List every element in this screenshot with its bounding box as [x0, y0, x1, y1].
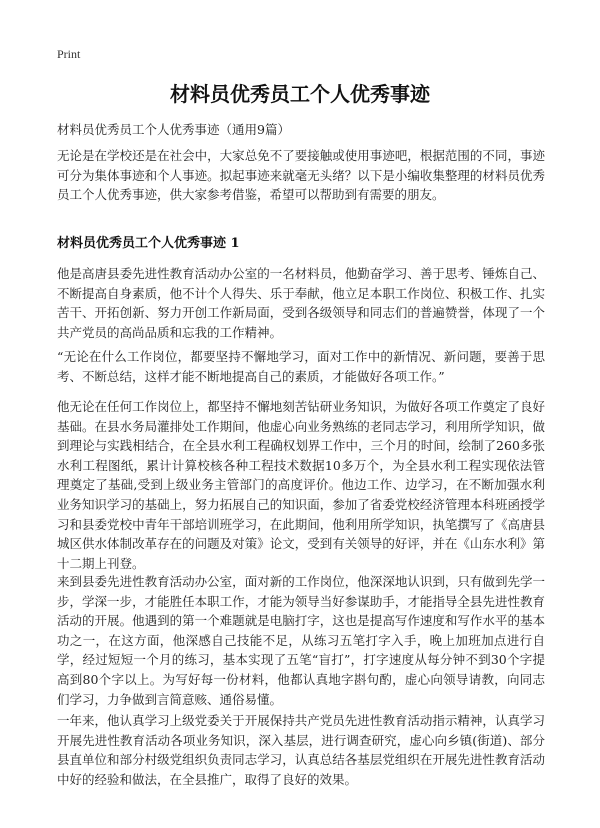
body-paragraph-5: 一年来，他认真学习上级党委关于开展保持共产党员先进性教育活动指示精神，认真学习开展先进性教育活动各项业务知识，深入基层，进行调查研究，虚心向乡镇(街道)、部分县直单位和部分村级党组织负责同志学习，认真总结各基层党组织在开展先进性教育活动中好的经验和做法，在全县推广，取得了良好的效果。 — [57, 713, 545, 787]
body-paragraph-1: 他是高唐县委先进性教育活动办公室的一名材料员，他勤奋学习、善于思考、锤炼自己、不断提高自身素质，他不计个人得失、乐于奉献，他立足本职工作岗位、积极工作、扎实苦干、开拓创新、努力开创工作新局面，受到各级领导和同志们的普遍赞誉，体现了一个共产党员的高尚品质和忘我的工作精神。 — [57, 266, 545, 340]
body-paragraph-3: 他无论在任何工作岗位上，都坚持不懈地刻苦钻研业务知识，为做好各项工作奠定了良好基础。在县水务局灌排处工作期间，他虚心向业务熟练的老同志学习，利用所学知识，做到理论与实践相结合，在全县水利工程确权划界工作中，三个月的时间，绘制了260多张水利工程图纸，累计计算校核各种工程技术数据10多万个，为全县水利工程实现依法管理奠定了基础,受到上级业务主管部门的高度评价。他边工作、边学习，在不断加强水利业务知识学习的基础上，努力拓展自己的知识面，参加了省委党校经济管理本科班函授学习和县委党校中青年干部培训班学习，在此期间，他利用所学知识，执笔撰写了《高唐县城区供水体制改革存在的问题及对策》论文，受到有关领导的好评，并在《山东水利》第十二期上刊登。 — [57, 399, 545, 571]
section-heading: 材料员优秀员工个人优秀事迹 1 — [57, 236, 240, 251]
print-link[interactable]: Print — [57, 47, 81, 61]
body-paragraph-2: “无论在什么工作岗位，都要坚持不懈地学习，面对工作中的新情况、新问题，要善于思考、不断总结，这样才能不断地提高自己的素质，才能做好各项工作。” — [57, 349, 545, 384]
intro-paragraph: 无论是在学校还是在社会中，大家总免不了要接触或使用事迹吧，根据范围的不同，事迹可分为集体事迹和个人事迹。拟起事迹来就毫无头绪？以下是小编收集整理的材料员优秀员工个人优秀事迹，供大家参考借鉴，希望可以帮助到有需要的朋友。 — [57, 148, 545, 203]
document-subtitle: 材料员优秀员工个人优秀事迹（通用9篇） — [57, 122, 290, 137]
page-title: 材料员优秀员工个人优秀事迹 — [170, 82, 430, 106]
body-paragraph-4: 来到县委先进性教育活动办公室，面对新的工作岗位，他深深地认识到，只有做到先学一步，学深一步，才能胜任本职工作，才能为领导当好参谋助手，才能指导全县先进性教育活动的开展。他遇到的第一个难题就是电脑打字，这也是提高写作速度和写作水平的基本功之一，在这方面，他深感自己技能不足，从练习五笔打字入手，晚上加班加点进行自学，经过短短一个月的练习，基本实现了五笔“盲打”，打字速度从每分钟不到30个字提高到80个字以上。为写好每一份材料，他都认真地字斟句酌，虚心向领导请教，向同志们学习，力争做到言简意赅、通俗易懂。 — [57, 574, 545, 707]
